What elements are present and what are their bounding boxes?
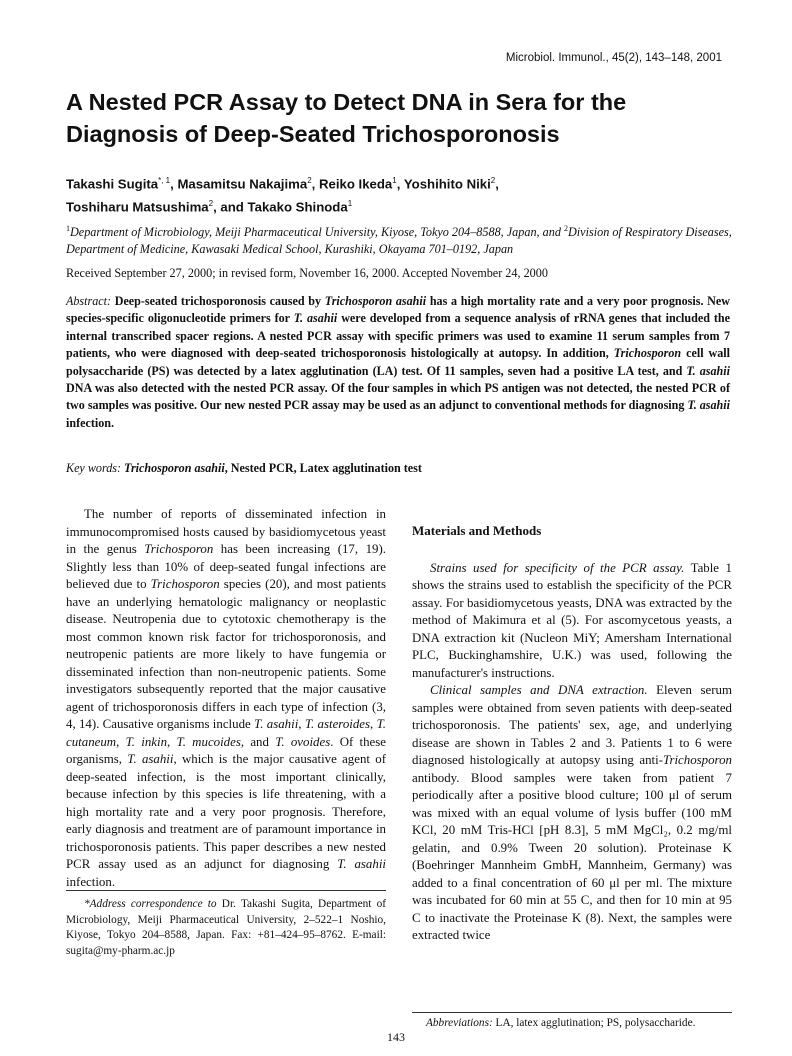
introduction-column: [66, 506, 386, 891]
species-name: T. ovoides: [275, 734, 331, 749]
author-superscript: 1: [347, 199, 353, 209]
affiliation-marker: 1: [66, 224, 70, 233]
species-name: T. asteroides: [304, 717, 371, 731]
species-name: T. asahii: [337, 857, 386, 871]
footnote-divider: [66, 890, 386, 891]
text-run: . Of these organisms,: [66, 734, 387, 766]
subsection-title: Strains used for specificity of the PCR assay.: [430, 560, 685, 575]
abstract-label: Abstract:: [66, 294, 112, 308]
abstract-text: cell wall polysaccharide (PS) was detected by a latex agglutination (LA) test. Of 11 samples, seven had a positive LA test, and: [66, 346, 730, 378]
text-run: Eleven serum samples were obtained from seven patients with deep-seated trichosporonosis. The patients' sex, age, and underlying disease are shown in Tables 2 and 3. Patients 1 to 6 were diagnosed histologically at autopsy using anti-: [412, 683, 732, 767]
species-name: T. asahii: [127, 752, 174, 766]
author-name: Reiko Ikeda: [318, 176, 393, 192]
author-name: Takashi Sugita: [66, 176, 159, 192]
affiliations: [66, 220, 736, 258]
affiliation-marker: 2: [563, 224, 568, 233]
keywords: [66, 461, 730, 476]
correspondence-footnote: [66, 897, 386, 959]
methods-paragraph: [412, 560, 732, 683]
intro-paragraph: [66, 506, 386, 891]
text-run: ,: [167, 734, 177, 749]
author-name: Takako Shinoda: [247, 199, 348, 215]
author-name: Masamitsu Nakajima: [177, 176, 308, 192]
methods-column: [412, 522, 732, 945]
species-name: T. inkin: [125, 734, 168, 749]
abstract-species: T. asahii: [686, 363, 730, 378]
text-run: ,: [116, 734, 126, 749]
author-superscript: 2: [208, 199, 214, 209]
abbreviations-footnote: [426, 1017, 736, 1029]
author-conjunction: and: [220, 199, 244, 215]
text-run: Table 1 shows the strains used to establish the specificity of the PCR assay. For basidiomycetous yeasts, DNA was extracted by the method of Makimura et al (5). For ascomycetous yeasts, a DNA extraction kit (Nucleon MiY; Amersham International PLC, Buckinghamshire, U.K.) was used, following the manufacturer's instructions.: [412, 560, 732, 680]
text-run: , which is the major causative agent of deep-seated infection, is the most important clinically, because infection by this species is life threatening, with a high mortality rate and a very poor prognosis. Therefore, early diagnosis and treatment are of paramount importance in trichosporonosis patients. This paper describes a new nested PCR assay used as an adjunct for diagnosing: [66, 752, 386, 871]
abstract-species: T. asahii: [687, 398, 731, 413]
abbreviations-text: LA, latex agglutination; PS, polysaccharide.: [492, 1017, 696, 1029]
author-name: Yoshihito Niki: [403, 176, 491, 192]
text-run: species (20), and most patients have an underlying hematologic malignancy or neoplastic disease. Neutropenia due to cytotoxic chemotherapy is the most common known risk factor for trichosporonosis, and neutropenic patients are more likely to have fungemia or disseminated infection than non-neutropenic patients. Some investigators subsequently reported that the major causative agent of trichosporonosis differs in each type of infection (3, 4, 14). Causative organisms include: [66, 577, 386, 731]
species-name: T. asahii: [254, 717, 299, 731]
genus-name: Trichosporon: [150, 577, 220, 591]
footnote-label: *Address correspondence to: [84, 898, 217, 910]
abstract-species: T. asahii: [293, 311, 338, 326]
genus-name: Trichosporon: [144, 542, 214, 556]
article-title: A Nested PCR Assay to Detect DNA in Sera for the Diagnosis of Deep-Seated Trichosporonosis: [66, 89, 627, 147]
page-number: 143: [387, 1030, 405, 1044]
author-superscript: 1: [392, 176, 397, 185]
subsection-title: Clinical samples and DNA extraction.: [430, 683, 648, 697]
text-run: ,: [370, 717, 377, 731]
text-run: antibody. Blood samples were taken from patient 7 periodically after a positive blood culture; 100 μl of serum was mixed with an equal volume of lysis buffer (100 mM KCl, 20 mM Tris-HCl [pH 8.3], 5 mM MgCl₂, 0.2 mg/ml gelatin, and 0.9% Tween 20 solution). Proteinase K (Boehringer Mannheim GmbH, Mannheim, Germany) was added to a final concentration of 60 μl per ml. The mixture was incubated for 60 min at 55 C, and then for 10 min at 95 C to inactivate the Proteinase K (8). Next, the samples were extracted twice: [412, 770, 732, 942]
text-run: ,: [298, 717, 305, 731]
abstract-text: were developed from a sequence analysis of rRNA genes that included the internal transcribed spacer regions. A nested PCR assay with specific primers was used to examine 11 serum samples from 7 patients, who were diagnosed with deep-seated trichosporonosis histologically at autopsy. In addition,: [66, 311, 730, 361]
keyword-species: Trichosporon asahii: [124, 461, 225, 475]
abstract-text: Deep-seated trichosporonosis caused by: [111, 294, 325, 308]
abbreviations-label: Abbreviations:: [426, 1017, 493, 1029]
author-list: Takashi Sugita$^{*, 1}$, Masamitsu Nakajima$^2$, Reiko Ikeda$^1$, Yoshihito Niki$^2$, Toshiharu Matsushima$^2$, and Takako Shinoda$^1$: [66, 176, 499, 215]
genus-name: Trichosporon: [662, 753, 732, 767]
affiliation-text: Division of Respiratory Diseases, Department of Medicine, Kawasaki Medical School, Kurashiki, Okayama 701–0192, Japan: [66, 225, 732, 257]
journal-reference: Microbiol. Immunol., 45(2), 143–148, 2001: [505, 52, 722, 64]
abbreviations-divider: [412, 1012, 732, 1013]
methods-paragraph: [412, 682, 732, 945]
text-run: The number of reports of disseminated infection in immunocompromised hosts caused by basidiomycetous yeast in the genus: [66, 507, 386, 556]
author-name: Toshiharu Matsushima: [66, 199, 209, 215]
author-superscript: 2: [490, 176, 496, 185]
text-run: infection.: [66, 874, 116, 889]
abstract-text: has a high mortality rate and a very poor prognosis. New species-specific oligonucleotide primers for: [66, 294, 730, 326]
abstract-species: Trichosporon: [613, 346, 682, 361]
species-name: T. mucoides: [176, 734, 241, 749]
received-dates: Received September 27, 2000; in revised form, November 16, 2000. Accepted November 24, 2000: [66, 266, 548, 280]
section-heading: Materials and Methods: [412, 523, 542, 538]
abstract-text: DNA was also detected with the nested PCR assay. Of the four samples in which PS antigen was not detected, the nested PCR of two samples was positive. Our new nested PCR assay may be used as an adjunct to conventional methods for diagnosing: [66, 381, 730, 413]
species-name: T. cutaneum: [66, 717, 386, 749]
author-superscript: 2: [307, 176, 312, 185]
affiliation-text: Department of Microbiology, Meiji Pharmaceutical University, Kiyose, Tokyo 204–8588, Japan, and: [70, 225, 564, 240]
footnote-text: Dr. Takashi Sugita, Department of Microbiology, Meiji Pharmaceutical University, 2–522–1 Noshio, Kiyose, Tokyo 204–8588, Japan. Fax: +81–424–95–8762. E-mail: sugita@my-pharm.ac.jp: [66, 898, 386, 957]
text-run: has been increasing (17, 19). Slightly less than 10% of deep-seated fungal infections are believed due to: [66, 542, 386, 591]
author-superscript: *, 1: [158, 176, 171, 185]
abstract: [66, 293, 730, 432]
keywords-label: Key words:: [66, 461, 121, 475]
text-run: , and: [240, 734, 276, 749]
abstract-text: infection.: [66, 415, 115, 430]
keywords-text: , Nested PCR, Latex agglutination test: [224, 461, 422, 475]
abstract-species: Trichosporon asahii: [324, 294, 427, 308]
